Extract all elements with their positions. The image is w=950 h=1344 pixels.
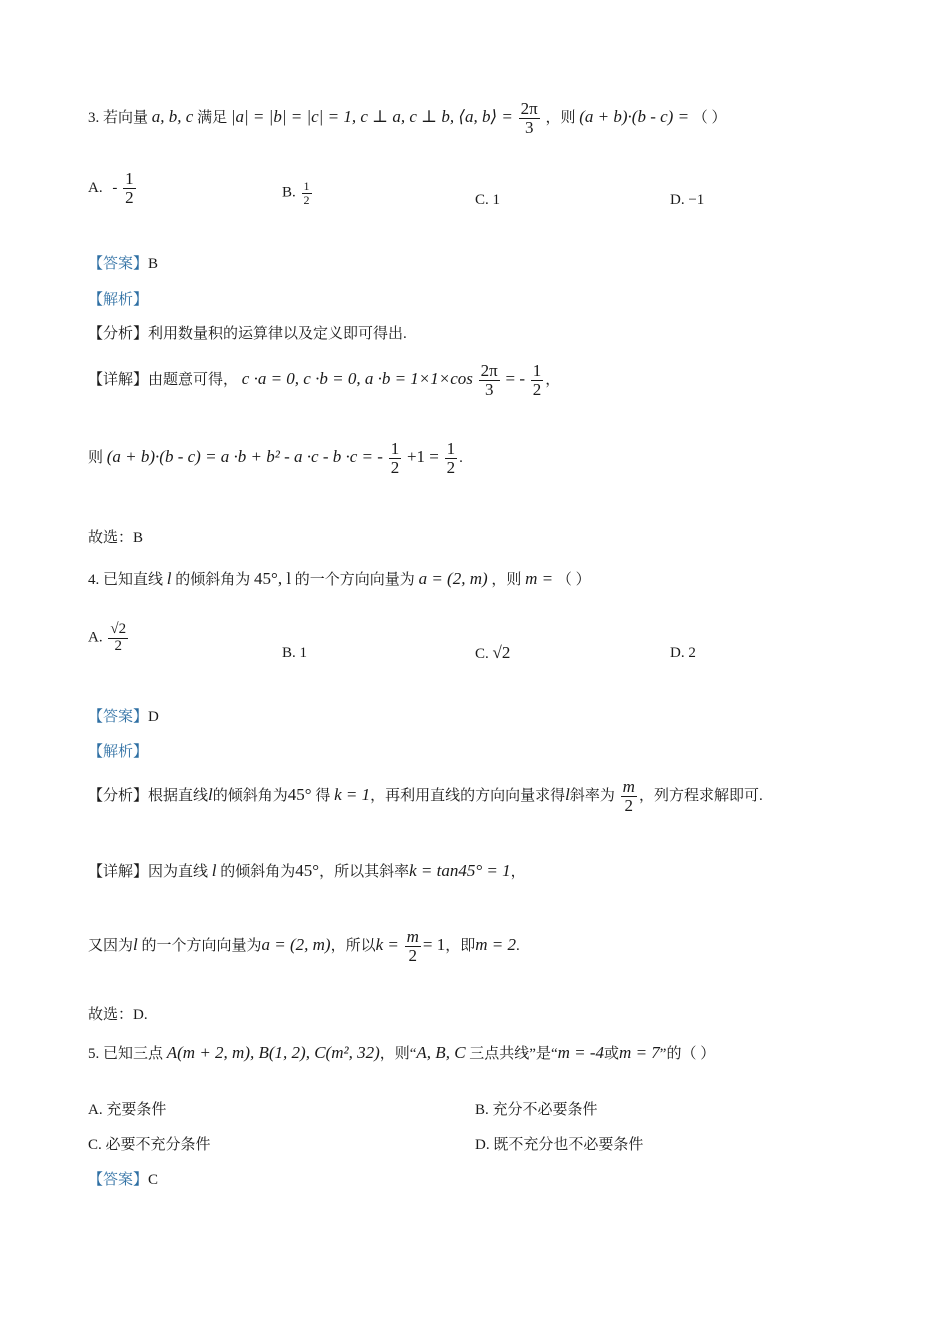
q3-fenxi [88,322,407,343]
q3-option-b [282,180,314,206]
q3-fenxi-tag: 【分析】 [88,326,149,342]
q4-you-num: m [406,927,419,946]
q3-xiangjie-eq: = - [505,368,525,388]
q4-fenxi-l: l [208,784,213,804]
q3-ze [88,440,463,477]
q3-condition: |a| = |b| = |c| = 1, c ⊥ a, c ⊥ b, ⟨a, b⟩ = [230,106,513,126]
q3-option-c: C. 1 [475,192,501,208]
q4-option-a-num: √2 [110,621,127,637]
q4-option-c [475,643,510,663]
q5-cond1: m = -4 [557,1043,605,1062]
q4-you-a: 又因为 [88,937,134,954]
q3-ze-frac1-num: 1 [390,439,400,458]
q4-guxuan: 故选：D. [88,1007,148,1023]
q3-ze-frac2-num: 1 [446,439,456,458]
q3-ze-plus: +1 = [406,446,439,466]
q3-option-a-fraction [123,170,136,207]
q4-you-den: 2 [408,945,418,965]
q3-prefix: 3. 若向量 [88,109,149,126]
q5-cond2: m = 7 [619,1043,660,1062]
q3-option-a-sign: - [112,179,118,196]
q4-you-f: = 1 [422,934,446,954]
q5-abc: A, B, C [416,1043,466,1062]
q4-vector: a = (2, m) [418,569,488,588]
q3-guxuan: 故选：B [88,530,144,546]
q4-xiangjie-f: ， [510,864,526,880]
q3-expression: (a + b)·(b - c) = [579,106,690,126]
q4-xiangjie-d: ，所以其斜率 [319,864,410,880]
q4-stem [88,568,591,589]
q3-ze-frac1-den: 2 [390,457,400,477]
q5-option-b: B. 充分不必要条件 [475,1102,598,1118]
q3-stem [88,100,727,137]
q3-xiangjie [88,362,560,399]
q5-end: ”的（ ） [659,1046,716,1062]
q4-analysis-tag: 【解析】 [88,744,149,760]
q3-option-b-fraction [302,180,312,206]
q4-you-k: k = [375,934,399,954]
q4-m: m = [525,569,554,588]
q4-option-a-den: 2 [114,637,122,654]
q4-option-c-label: C. [475,646,489,662]
q3-mid: 满足 [197,109,228,126]
q4-fenxi-angle: 45° [287,784,312,804]
q4-xiangjie-b: 的倾斜角为 [220,864,296,880]
q3-tail: ，则 [545,109,576,126]
q4-xiangjie-angle: 45° [295,861,320,880]
q4-fenxi-fraction [621,778,637,815]
q3-ze-frac1 [389,440,402,477]
q4-mid2: 的一个方向向量为 [294,572,415,588]
q5-stem [88,1042,715,1063]
q4-you-vector: a = (2, m) [261,934,331,954]
q4-tail: ，则 [491,572,522,588]
q4-fenxi [88,778,763,815]
q3-option-a-den: 2 [125,187,134,207]
q5-points: A(m + 2, m), B(1, 2), C(m², 32) [166,1043,380,1062]
q4-you-b: 的一个方向向量为 [141,937,262,954]
q4-you-d: ，所以 [330,937,376,954]
q5-or: 或 [604,1046,620,1062]
q4-fenxi-den: 2 [624,795,634,815]
q4-fenxi-g: 斜率为 [569,787,615,804]
q4-fenxi-a: 根据直线 [148,787,209,804]
q5-mid: 三点共线”是“ [469,1046,558,1062]
q4-paren: （ ） [556,572,591,588]
q4-answer-value: D [148,709,159,725]
q3-xiangjie-frac1 [479,362,500,399]
q5-answer-value: C [148,1172,159,1188]
q3-option-a [88,170,138,207]
q3-ze-label: 则 [88,449,104,466]
q3-paren: （ ） [692,109,727,126]
q4-option-a [88,622,130,655]
q4-answer-tag: 【答案】 [88,709,149,725]
q3-ze-frac2 [445,440,458,477]
q4-option-b: B. 1 [282,645,308,661]
q3-xiangjie-frac2-num: 1 [532,361,542,380]
q4-l: l [166,569,172,588]
q3-frac-den: 3 [524,117,534,137]
q4-fenxi-h: ，列方程求解即可. [638,787,763,804]
q4-you [88,928,520,965]
q4-xiangjie-k: k = tan45° = 1 [409,861,511,880]
q3-xiangjie-expr: c ·a = 0, c ·b = 0, a ·b = 1×1×cos [241,368,473,388]
q5-option-c: C. 必要不充分条件 [88,1137,211,1153]
q5-answer [88,1168,158,1189]
q3-option-a-num: 1 [125,169,134,188]
q4-fenxi-f: ，再利用直线的方向向量求得 [370,787,566,804]
q3-ze-end: . [459,449,463,466]
q3-ze-frac2-den: 2 [446,457,456,477]
q4-xiangjie-a: 因为直线 [148,864,209,880]
q3-answer [88,252,158,273]
q4-you-l: l [133,934,138,954]
q5-option-d: D. 既不充分也不必要条件 [475,1137,644,1153]
q3-angle-fraction [519,100,540,137]
q4-you-m: m = 2 [475,934,517,954]
q3-option-b-label: B. [282,184,296,201]
q4-xiangjie-tag: 【详解】 [88,864,149,880]
q3-xiangjie-frac1-den: 3 [484,379,494,399]
q4-you-end: . [516,937,520,954]
q3-answer-value: B [148,256,159,272]
q3-xiangjie-comma: ， [545,371,561,388]
q4-mid1: 的倾斜角为 [175,572,251,588]
q5-prefix: 5. 已知三点 [88,1046,164,1062]
q4-option-d: D. 2 [670,645,696,661]
q3-option-d: D. −1 [670,192,705,208]
q4-xiangjie [88,860,526,881]
q4-you-g: ，即 [445,937,476,954]
q4-option-c-value: √2 [492,643,511,662]
q4-fenxi-b: 的倾斜角为 [212,787,288,804]
q4-you-fraction [405,928,421,965]
q3-xiangjie-frac1-num: 2π [480,361,498,380]
q5-tail: ，则“ [379,1046,417,1062]
q3-xiangjie-tag: 【详解】 [88,371,149,388]
q4-fenxi-num: m [622,777,635,796]
q3-ze-expr: (a + b)·(b - c) = a ·b + b² - a ·c - b ·c = - [106,446,383,466]
q4-fenxi-k: k = 1 [334,784,371,804]
q3-option-b-den: 2 [303,192,310,207]
q4-answer [88,705,159,726]
q3-vars: a, b, c [151,106,194,126]
q4-angle: 45°, l [254,569,292,588]
q3-option-a-label: A. [88,179,103,196]
q3-answer-tag: 【答案】 [88,256,149,272]
q4-prefix: 4. 已知直线 [88,572,164,588]
q4-fenxi-tag: 【分析】 [88,787,149,804]
q3-xiangjie-pre: 由题意可得， [148,371,239,388]
q4-fenxi-l2: l [565,784,570,804]
q3-xiangjie-frac2-den: 2 [532,379,542,399]
q4-xiangjie-l: l [211,861,217,880]
q4-option-a-fraction [108,622,128,655]
q3-analysis-tag: 【解析】 [88,292,149,308]
q5-option-a: A. 充要条件 [88,1102,167,1118]
q3-fenxi-text: 利用数量积的运算律以及定义即可得出. [148,326,407,342]
q3-xiangjie-frac2 [531,362,544,399]
q3-option-b-num: 1 [303,179,310,193]
q4-option-a-label: A. [88,629,103,646]
q3-frac-num: 2π [520,99,538,118]
q5-answer-tag: 【答案】 [88,1172,149,1188]
q4-fenxi-d: 得 [315,787,331,804]
